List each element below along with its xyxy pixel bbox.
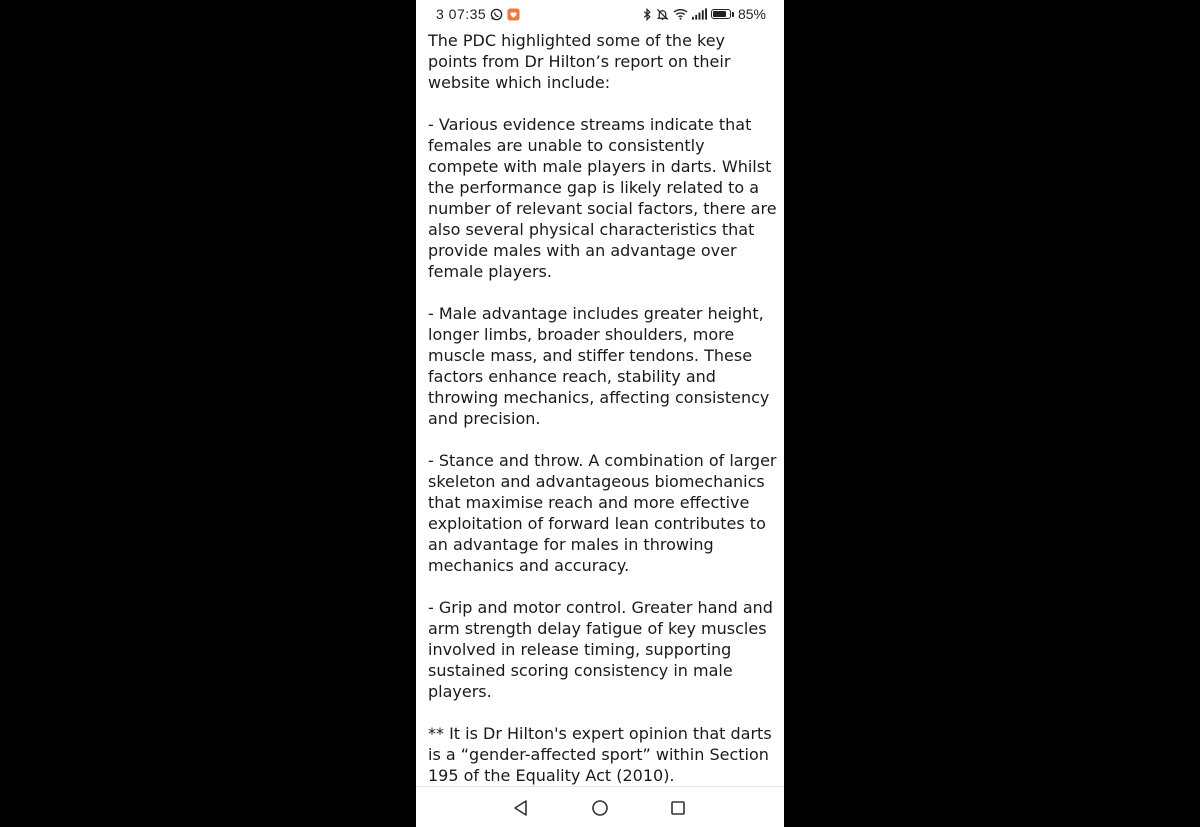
status-right [643,6,766,22]
navigation-bar [416,786,784,827]
status-bar [416,0,784,30]
home-button[interactable] [589,797,611,819]
wifi-icon [673,8,688,20]
battery-fill [713,11,726,17]
whatsapp-icon [490,8,503,21]
status-time: 3 07:35 [436,6,487,22]
recents-button[interactable] [667,797,689,819]
article-paragraph: - Various evidence streams indicate that females are unable to consistently compete with male players in darts. Whilst the performance gap is likely related to a number of relevant social factors, there are also several physical characteristics that provide males with an advantage over female players. [428,115,777,281]
bluetooth-icon [643,8,652,21]
battery-cap [732,12,734,17]
article-paragraph: ** It is Dr Hilton's expert opinion that darts is a “gender-affected sport” within Section 195 of the Equality Act (2010). [428,724,772,785]
article-paragraph: - Stance and throw. A combination of larger skeleton and advantageous biomechanics that maximise reach and more effective exploitation of forward lean contributes to an advantage for males in throwing mechanics and accuracy. [428,451,777,575]
recents-icon [669,799,687,817]
battery-body [711,9,731,19]
back-button[interactable] [510,797,532,819]
article-paragraph: The PDC highlighted some of the key points from Dr Hilton’s report on their website which include: [428,31,731,92]
article-paragraph: - Male advantage includes greater height, longer limbs, broader shoulders, more muscle mass, and stiffer tendons. These factors enhance reach, stability and throwing mechanics, affecting consistency and precision. [428,304,770,428]
back-icon [512,799,530,817]
article-body[interactable] [428,30,778,807]
phone-screen [416,0,784,827]
battery-icon [711,9,734,19]
home-icon [591,799,609,817]
article-paragraph: - Grip and motor control. Greater hand and arm strength delay fatigue of key muscles involved in release timing, supporting sustained scoring consistency in male players. [428,598,773,701]
app-notification-icon [507,8,520,21]
mute-icon [656,8,669,21]
battery-percent: 85% [737,6,766,22]
signal-icon [692,8,707,20]
status-left [436,6,520,22]
